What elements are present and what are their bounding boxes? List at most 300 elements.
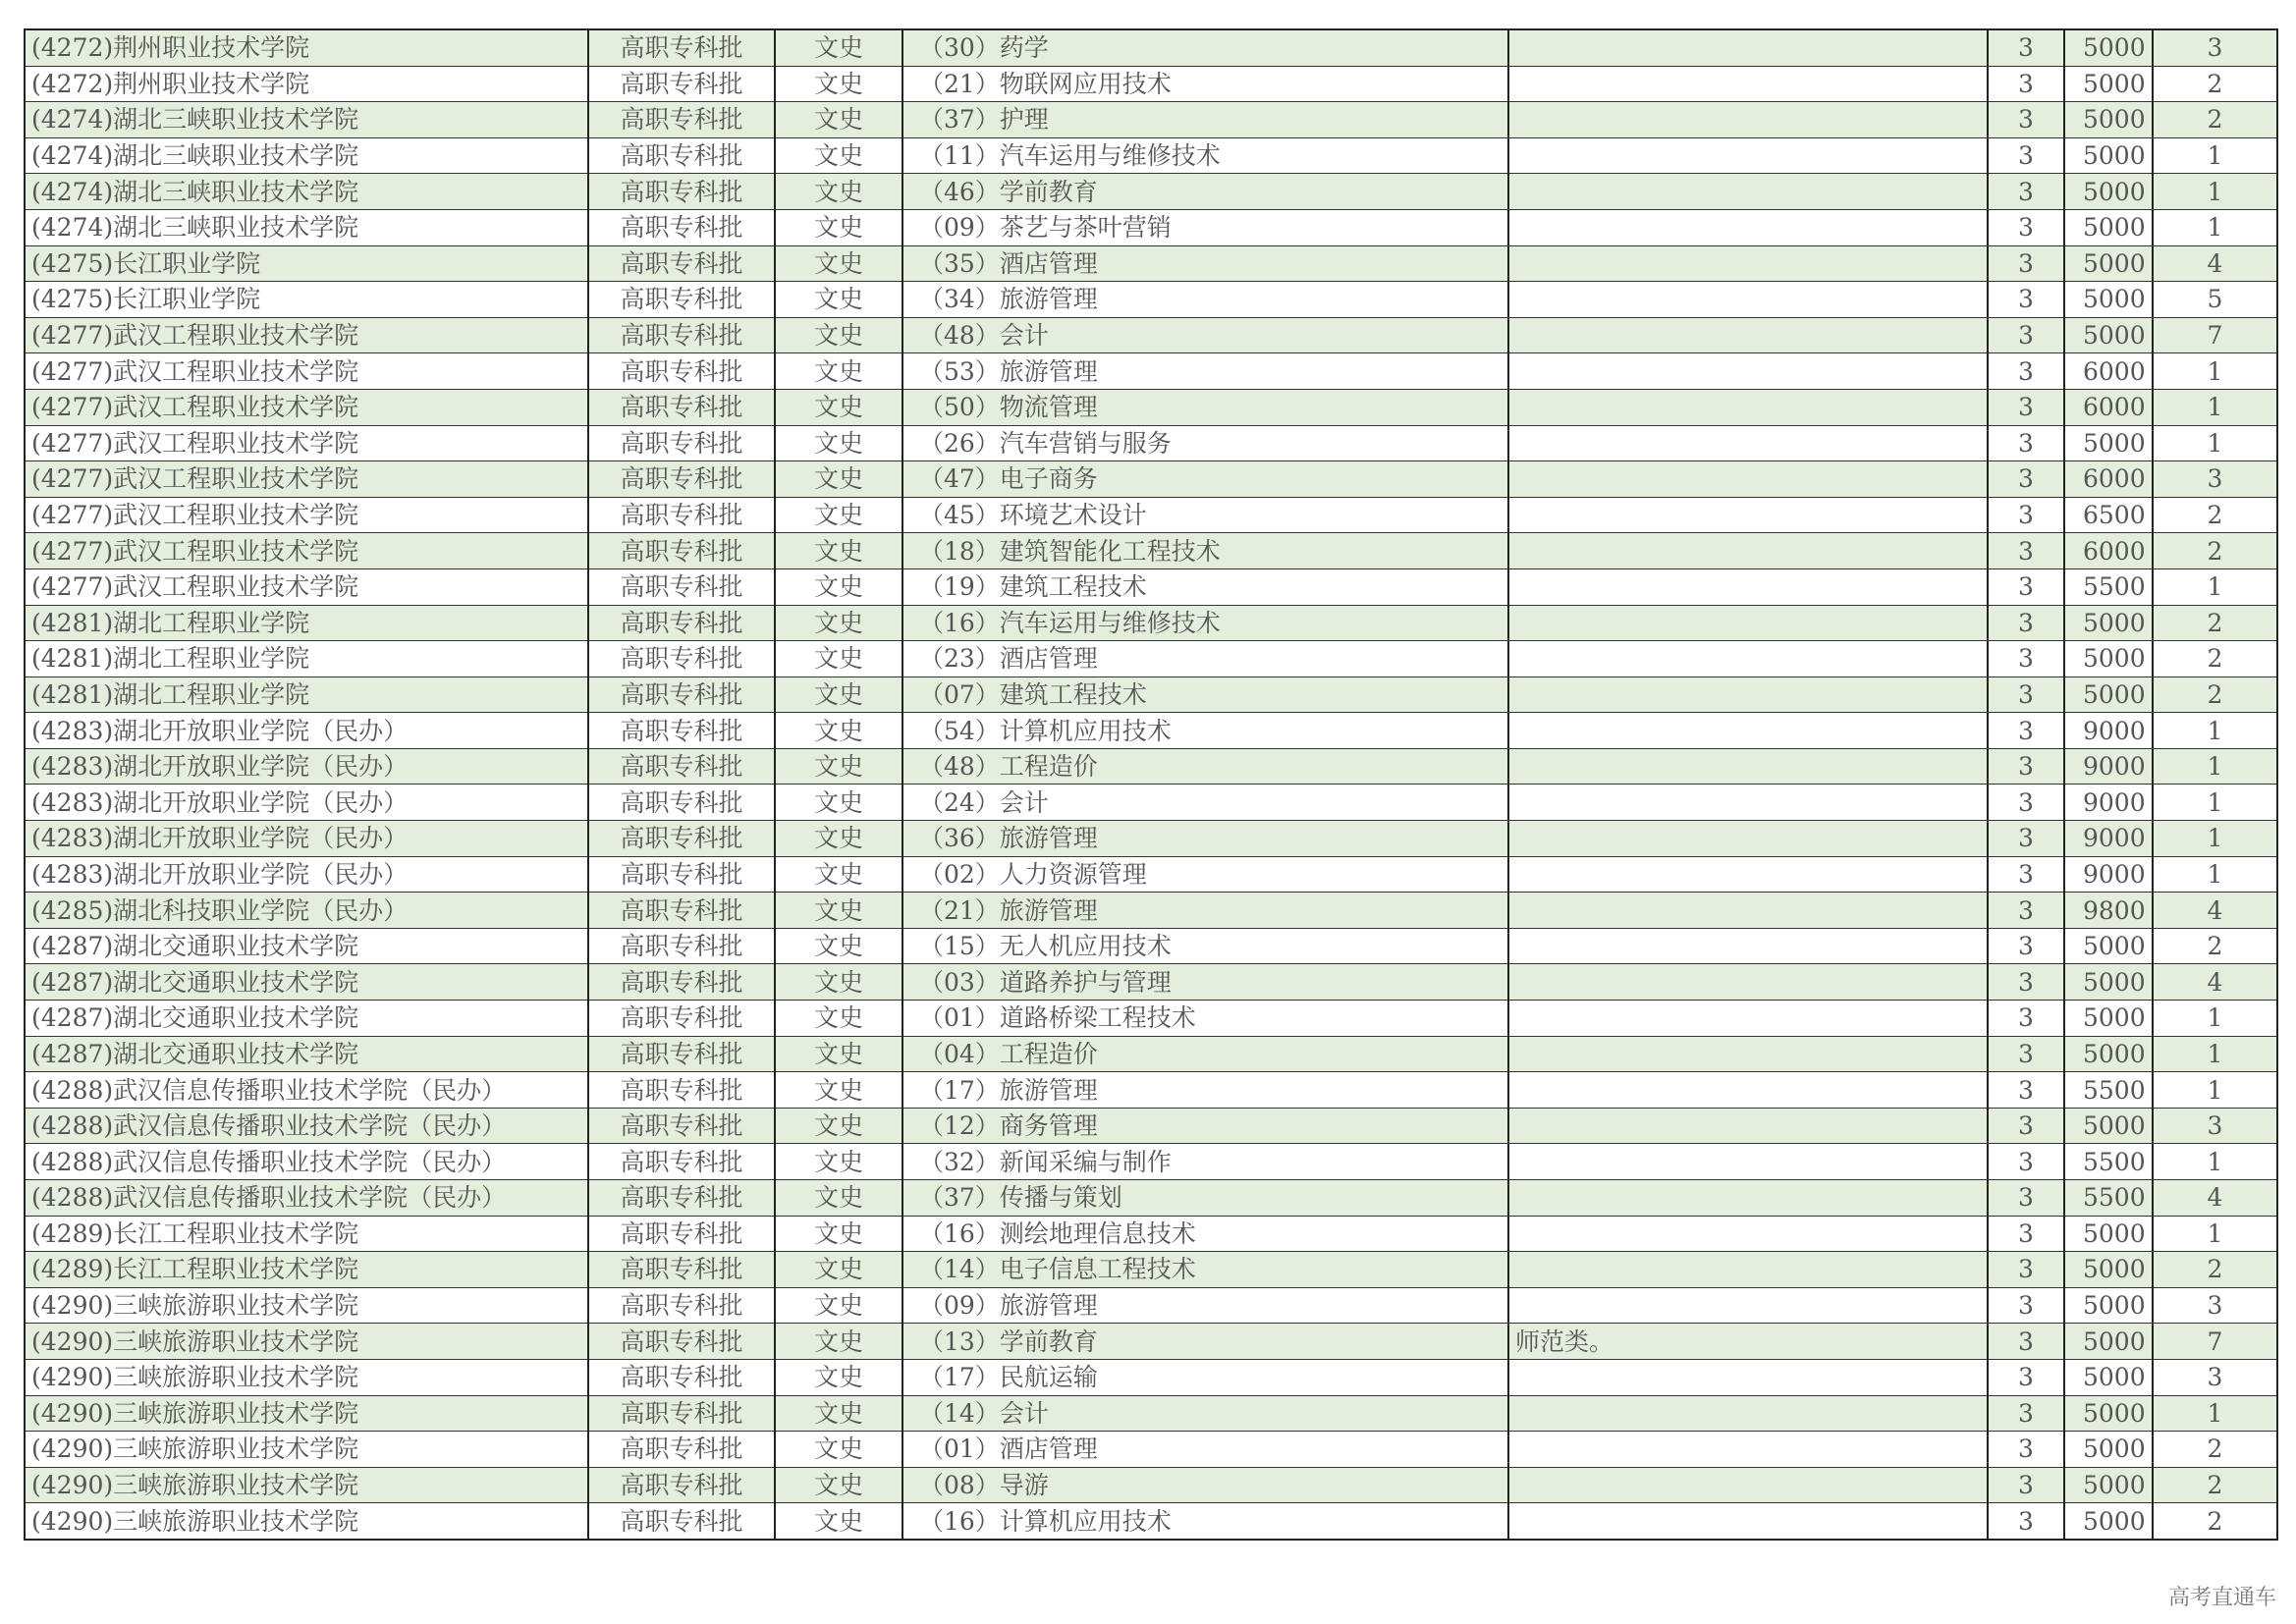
note-cell xyxy=(1508,1287,1988,1324)
note-cell xyxy=(1508,317,1988,353)
major-cell: （19）建筑工程技术 xyxy=(902,568,1508,605)
years-cell: 3 xyxy=(1988,29,2064,66)
batch-cell: 高职专科批 xyxy=(588,677,775,713)
note-cell xyxy=(1508,1072,1988,1109)
table-row xyxy=(25,282,2277,318)
batch-cell: 高职专科批 xyxy=(588,1001,775,1037)
note-cell xyxy=(1508,353,1988,390)
school-cell: (4283)湖北开放职业学院（民办） xyxy=(25,821,588,857)
years-cell: 3 xyxy=(1988,1395,2064,1432)
table-row xyxy=(25,1287,2277,1324)
years-cell: 3 xyxy=(1988,1432,2064,1468)
subject-cell: 文史 xyxy=(775,928,902,964)
fee-cell: 5000 xyxy=(2064,1108,2153,1144)
note-cell xyxy=(1508,964,1988,1001)
major-cell: （37）传播与策划 xyxy=(902,1180,1508,1217)
batch-cell: 高职专科批 xyxy=(588,245,775,282)
subject-cell: 文史 xyxy=(775,713,902,749)
batch-cell: 高职专科批 xyxy=(588,821,775,857)
fee-cell: 5000 xyxy=(2064,1432,2153,1468)
count-cell: 2 xyxy=(2153,497,2277,533)
school-cell: (4281)湖北工程职业学院 xyxy=(25,677,588,713)
subject-cell: 文史 xyxy=(775,748,902,785)
fee-cell: 6000 xyxy=(2064,461,2153,498)
subject-cell: 文史 xyxy=(775,568,902,605)
table-row xyxy=(25,1180,2277,1217)
subject-cell: 文史 xyxy=(775,1467,902,1503)
fee-cell: 5000 xyxy=(2064,137,2153,174)
note-cell xyxy=(1508,785,1988,821)
count-cell: 1 xyxy=(2153,568,2277,605)
school-cell: (4289)长江工程职业技术学院 xyxy=(25,1216,588,1252)
years-cell: 3 xyxy=(1988,174,2064,210)
major-cell: （04）工程造价 xyxy=(902,1036,1508,1072)
batch-cell: 高职专科批 xyxy=(588,713,775,749)
table-row xyxy=(25,137,2277,174)
major-cell: （21）旅游管理 xyxy=(902,893,1508,929)
table-row xyxy=(25,568,2277,605)
table-row xyxy=(25,174,2277,210)
subject-cell: 文史 xyxy=(775,389,902,425)
years-cell: 3 xyxy=(1988,137,2064,174)
school-cell: (4277)武汉工程职业技术学院 xyxy=(25,461,588,498)
subject-cell: 文史 xyxy=(775,102,902,138)
batch-cell: 高职专科批 xyxy=(588,641,775,677)
note-cell xyxy=(1508,928,1988,964)
count-cell: 4 xyxy=(2153,1180,2277,1217)
school-cell: (4277)武汉工程职业技术学院 xyxy=(25,389,588,425)
fee-cell: 5000 xyxy=(2064,641,2153,677)
school-cell: (4277)武汉工程职业技术学院 xyxy=(25,568,588,605)
school-cell: (4281)湖北工程职业学院 xyxy=(25,641,588,677)
table-row xyxy=(25,1001,2277,1037)
note-cell xyxy=(1508,821,1988,857)
major-cell: （36）旅游管理 xyxy=(902,821,1508,857)
fee-cell: 5500 xyxy=(2064,1180,2153,1217)
years-cell: 3 xyxy=(1988,1072,2064,1109)
batch-cell: 高职专科批 xyxy=(588,928,775,964)
major-cell: （12）商务管理 xyxy=(902,1108,1508,1144)
school-cell: (4275)长江职业学院 xyxy=(25,282,588,318)
table-row xyxy=(25,713,2277,749)
school-cell: (4277)武汉工程职业技术学院 xyxy=(25,425,588,461)
batch-cell: 高职专科批 xyxy=(588,425,775,461)
school-cell: (4287)湖北交通职业技术学院 xyxy=(25,964,588,1001)
table-row xyxy=(25,317,2277,353)
school-cell: (4277)武汉工程职业技术学院 xyxy=(25,533,588,569)
years-cell: 3 xyxy=(1988,1252,2064,1288)
table-row xyxy=(25,1503,2277,1540)
major-cell: （11）汽车运用与维修技术 xyxy=(902,137,1508,174)
fee-cell: 5000 xyxy=(2064,1503,2153,1540)
subject-cell: 文史 xyxy=(775,677,902,713)
school-cell: (4287)湖北交通职业技术学院 xyxy=(25,1036,588,1072)
batch-cell: 高职专科批 xyxy=(588,317,775,353)
years-cell: 3 xyxy=(1988,497,2064,533)
years-cell: 3 xyxy=(1988,102,2064,138)
fee-cell: 5000 xyxy=(2064,964,2153,1001)
batch-cell: 高职专科批 xyxy=(588,1359,775,1395)
years-cell: 3 xyxy=(1988,928,2064,964)
note-cell xyxy=(1508,137,1988,174)
note-cell xyxy=(1508,209,1988,245)
fee-cell: 5000 xyxy=(2064,209,2153,245)
count-cell: 2 xyxy=(2153,928,2277,964)
fee-cell: 5000 xyxy=(2064,174,2153,210)
note-cell xyxy=(1508,497,1988,533)
batch-cell: 高职专科批 xyxy=(588,1432,775,1468)
count-cell: 3 xyxy=(2153,1108,2277,1144)
batch-cell: 高职专科批 xyxy=(588,605,775,641)
batch-cell: 高职专科批 xyxy=(588,66,775,102)
count-cell: 3 xyxy=(2153,29,2277,66)
years-cell: 3 xyxy=(1988,1180,2064,1217)
count-cell: 1 xyxy=(2153,425,2277,461)
subject-cell: 文史 xyxy=(775,353,902,390)
note-cell xyxy=(1508,389,1988,425)
school-cell: (4285)湖北科技职业学院（民办） xyxy=(25,893,588,929)
table-row xyxy=(25,1324,2277,1360)
major-cell: （23）酒店管理 xyxy=(902,641,1508,677)
fee-cell: 5500 xyxy=(2064,1072,2153,1109)
count-cell: 2 xyxy=(2153,66,2277,102)
fee-cell: 6000 xyxy=(2064,533,2153,569)
years-cell: 3 xyxy=(1988,1287,2064,1324)
major-cell: （17）民航运输 xyxy=(902,1359,1508,1395)
fee-cell: 9000 xyxy=(2064,748,2153,785)
school-cell: (4288)武汉信息传播职业技术学院（民办） xyxy=(25,1180,588,1217)
school-cell: (4277)武汉工程职业技术学院 xyxy=(25,317,588,353)
note-cell xyxy=(1508,893,1988,929)
major-cell: （01）酒店管理 xyxy=(902,1432,1508,1468)
school-cell: (4272)荆州职业技术学院 xyxy=(25,29,588,66)
admission-plan-table xyxy=(24,28,2278,1541)
table-row xyxy=(25,1359,2277,1395)
table-row xyxy=(25,1395,2277,1432)
note-cell xyxy=(1508,533,1988,569)
note-cell xyxy=(1508,66,1988,102)
table-row xyxy=(25,1216,2277,1252)
fee-cell: 5000 xyxy=(2064,317,2153,353)
table-row xyxy=(25,1252,2277,1288)
batch-cell: 高职专科批 xyxy=(588,209,775,245)
major-cell: （08）导游 xyxy=(902,1467,1508,1503)
count-cell: 1 xyxy=(2153,137,2277,174)
table-row xyxy=(25,1036,2277,1072)
years-cell: 3 xyxy=(1988,821,2064,857)
count-cell: 1 xyxy=(2153,1216,2277,1252)
school-cell: (4281)湖北工程职业学院 xyxy=(25,605,588,641)
count-cell: 2 xyxy=(2153,533,2277,569)
school-cell: (4288)武汉信息传播职业技术学院（民办） xyxy=(25,1108,588,1144)
note-cell xyxy=(1508,748,1988,785)
batch-cell: 高职专科批 xyxy=(588,137,775,174)
major-cell: （07）建筑工程技术 xyxy=(902,677,1508,713)
count-cell: 2 xyxy=(2153,605,2277,641)
school-cell: (4290)三峡旅游职业技术学院 xyxy=(25,1287,588,1324)
count-cell: 5 xyxy=(2153,282,2277,318)
note-cell xyxy=(1508,1503,1988,1540)
fee-cell: 5000 xyxy=(2064,29,2153,66)
years-cell: 3 xyxy=(1988,1108,2064,1144)
major-cell: （01）道路桥梁工程技术 xyxy=(902,1001,1508,1037)
note-cell xyxy=(1508,677,1988,713)
batch-cell: 高职专科批 xyxy=(588,1180,775,1217)
years-cell: 3 xyxy=(1988,677,2064,713)
note-cell xyxy=(1508,1001,1988,1037)
fee-cell: 5000 xyxy=(2064,1287,2153,1324)
years-cell: 3 xyxy=(1988,1144,2064,1180)
batch-cell: 高职专科批 xyxy=(588,1287,775,1324)
major-cell: （47）电子商务 xyxy=(902,461,1508,498)
table-row xyxy=(25,893,2277,929)
fee-cell: 5000 xyxy=(2064,66,2153,102)
major-cell: （14）电子信息工程技术 xyxy=(902,1252,1508,1288)
note-cell xyxy=(1508,1395,1988,1432)
school-cell: (4290)三峡旅游职业技术学院 xyxy=(25,1503,588,1540)
school-cell: (4290)三峡旅游职业技术学院 xyxy=(25,1324,588,1360)
table-row xyxy=(25,928,2277,964)
batch-cell: 高职专科批 xyxy=(588,893,775,929)
table-row xyxy=(25,641,2277,677)
note-cell xyxy=(1508,568,1988,605)
note-cell xyxy=(1508,1359,1988,1395)
table-row xyxy=(25,1144,2277,1180)
major-cell: （50）物流管理 xyxy=(902,389,1508,425)
subject-cell: 文史 xyxy=(775,964,902,1001)
major-cell: （16）测绘地理信息技术 xyxy=(902,1216,1508,1252)
table-row xyxy=(25,66,2277,102)
batch-cell: 高职专科批 xyxy=(588,1216,775,1252)
batch-cell: 高职专科批 xyxy=(588,461,775,498)
school-cell: (4283)湖北开放职业学院（民办） xyxy=(25,748,588,785)
batch-cell: 高职专科批 xyxy=(588,497,775,533)
major-cell: （15）无人机应用技术 xyxy=(902,928,1508,964)
major-cell: （48）会计 xyxy=(902,317,1508,353)
batch-cell: 高职专科批 xyxy=(588,353,775,390)
fee-cell: 9000 xyxy=(2064,856,2153,893)
count-cell: 2 xyxy=(2153,677,2277,713)
count-cell: 1 xyxy=(2153,1036,2277,1072)
major-cell: （54）计算机应用技术 xyxy=(902,713,1508,749)
fee-cell: 5000 xyxy=(2064,1324,2153,1360)
batch-cell: 高职专科批 xyxy=(588,102,775,138)
school-cell: (4274)湖北三峡职业技术学院 xyxy=(25,209,588,245)
years-cell: 3 xyxy=(1988,209,2064,245)
subject-cell: 文史 xyxy=(775,856,902,893)
count-cell: 1 xyxy=(2153,785,2277,821)
batch-cell: 高职专科批 xyxy=(588,174,775,210)
note-cell xyxy=(1508,282,1988,318)
school-cell: (4275)长江职业学院 xyxy=(25,245,588,282)
count-cell: 3 xyxy=(2153,461,2277,498)
years-cell: 3 xyxy=(1988,66,2064,102)
fee-cell: 5000 xyxy=(2064,1252,2153,1288)
fee-cell: 5500 xyxy=(2064,1144,2153,1180)
major-cell: （35）酒店管理 xyxy=(902,245,1508,282)
count-cell: 2 xyxy=(2153,1467,2277,1503)
note-cell xyxy=(1508,713,1988,749)
table-row xyxy=(25,497,2277,533)
batch-cell: 高职专科批 xyxy=(588,1324,775,1360)
count-cell: 3 xyxy=(2153,1359,2277,1395)
school-cell: (4288)武汉信息传播职业技术学院（民办） xyxy=(25,1072,588,1109)
note-cell xyxy=(1508,641,1988,677)
school-cell: (4290)三峡旅游职业技术学院 xyxy=(25,1467,588,1503)
subject-cell: 文史 xyxy=(775,425,902,461)
subject-cell: 文史 xyxy=(775,497,902,533)
major-cell: （16）汽车运用与维修技术 xyxy=(902,605,1508,641)
count-cell: 1 xyxy=(2153,713,2277,749)
school-cell: (4290)三峡旅游职业技术学院 xyxy=(25,1395,588,1432)
batch-cell: 高职专科批 xyxy=(588,1108,775,1144)
major-cell: （14）会计 xyxy=(902,1395,1508,1432)
years-cell: 3 xyxy=(1988,1324,2064,1360)
fee-cell: 9000 xyxy=(2064,821,2153,857)
subject-cell: 文史 xyxy=(775,1324,902,1360)
table-row xyxy=(25,677,2277,713)
major-cell: （18）建筑智能化工程技术 xyxy=(902,533,1508,569)
count-cell: 1 xyxy=(2153,1072,2277,1109)
count-cell: 7 xyxy=(2153,1324,2277,1360)
years-cell: 3 xyxy=(1988,641,2064,677)
count-cell: 1 xyxy=(2153,1395,2277,1432)
school-cell: (4283)湖北开放职业学院（民办） xyxy=(25,856,588,893)
fee-cell: 5000 xyxy=(2064,1359,2153,1395)
table-row xyxy=(25,461,2277,498)
watermark-text: 高考直通车 xyxy=(2167,1586,2276,1610)
batch-cell: 高职专科批 xyxy=(588,1503,775,1540)
fee-cell: 9000 xyxy=(2064,785,2153,821)
table-row xyxy=(25,245,2277,282)
count-cell: 1 xyxy=(2153,1001,2277,1037)
note-cell: 师范类。 xyxy=(1508,1324,1988,1360)
fee-cell: 5000 xyxy=(2064,1036,2153,1072)
major-cell: （24）会计 xyxy=(902,785,1508,821)
major-cell: （03）道路养护与管理 xyxy=(902,964,1508,1001)
subject-cell: 文史 xyxy=(775,245,902,282)
batch-cell: 高职专科批 xyxy=(588,1252,775,1288)
major-cell: （26）汽车营销与服务 xyxy=(902,425,1508,461)
subject-cell: 文史 xyxy=(775,1503,902,1540)
batch-cell: 高职专科批 xyxy=(588,282,775,318)
batch-cell: 高职专科批 xyxy=(588,1072,775,1109)
subject-cell: 文史 xyxy=(775,821,902,857)
table-row xyxy=(25,533,2277,569)
subject-cell: 文史 xyxy=(775,137,902,174)
note-cell xyxy=(1508,856,1988,893)
note-cell xyxy=(1508,1216,1988,1252)
batch-cell: 高职专科批 xyxy=(588,533,775,569)
table-row xyxy=(25,1108,2277,1144)
subject-cell: 文史 xyxy=(775,1252,902,1288)
years-cell: 3 xyxy=(1988,1036,2064,1072)
fee-cell: 5000 xyxy=(2064,605,2153,641)
subject-cell: 文史 xyxy=(775,1359,902,1395)
subject-cell: 文史 xyxy=(775,66,902,102)
years-cell: 3 xyxy=(1988,893,2064,929)
subject-cell: 文史 xyxy=(775,282,902,318)
fee-cell: 5000 xyxy=(2064,425,2153,461)
subject-cell: 文史 xyxy=(775,1108,902,1144)
major-cell: （46）学前教育 xyxy=(902,174,1508,210)
fee-cell: 5000 xyxy=(2064,1216,2153,1252)
fee-cell: 5000 xyxy=(2064,282,2153,318)
school-cell: (4274)湖北三峡职业技术学院 xyxy=(25,174,588,210)
subject-cell: 文史 xyxy=(775,641,902,677)
note-cell xyxy=(1508,29,1988,66)
major-cell: （09）茶艺与茶叶营销 xyxy=(902,209,1508,245)
school-cell: (4288)武汉信息传播职业技术学院（民办） xyxy=(25,1144,588,1180)
years-cell: 3 xyxy=(1988,748,2064,785)
school-cell: (4287)湖北交通职业技术学院 xyxy=(25,928,588,964)
subject-cell: 文史 xyxy=(775,893,902,929)
batch-cell: 高职专科批 xyxy=(588,1467,775,1503)
school-cell: (4290)三峡旅游职业技术学院 xyxy=(25,1359,588,1395)
years-cell: 3 xyxy=(1988,425,2064,461)
years-cell: 3 xyxy=(1988,785,2064,821)
years-cell: 3 xyxy=(1988,856,2064,893)
years-cell: 3 xyxy=(1988,282,2064,318)
note-cell xyxy=(1508,1467,1988,1503)
table-row xyxy=(25,785,2277,821)
major-cell: （16）计算机应用技术 xyxy=(902,1503,1508,1540)
table-row xyxy=(25,856,2277,893)
fee-cell: 6000 xyxy=(2064,353,2153,390)
batch-cell: 高职专科批 xyxy=(588,29,775,66)
major-cell: （48）工程造价 xyxy=(902,748,1508,785)
subject-cell: 文史 xyxy=(775,1036,902,1072)
major-cell: （45）环境艺术设计 xyxy=(902,497,1508,533)
fee-cell: 5000 xyxy=(2064,1467,2153,1503)
table-row xyxy=(25,748,2277,785)
note-cell xyxy=(1508,1432,1988,1468)
years-cell: 3 xyxy=(1988,605,2064,641)
note-cell xyxy=(1508,461,1988,498)
table-row xyxy=(25,102,2277,138)
fee-cell: 9800 xyxy=(2064,893,2153,929)
table-row xyxy=(25,353,2277,390)
subject-cell: 文史 xyxy=(775,1287,902,1324)
count-cell: 4 xyxy=(2153,964,2277,1001)
major-cell: （32）新闻采编与制作 xyxy=(902,1144,1508,1180)
note-cell xyxy=(1508,425,1988,461)
note-cell xyxy=(1508,1036,1988,1072)
fee-cell: 5000 xyxy=(2064,677,2153,713)
school-cell: (4287)湖北交通职业技术学院 xyxy=(25,1001,588,1037)
fee-cell: 6500 xyxy=(2064,497,2153,533)
years-cell: 3 xyxy=(1988,317,2064,353)
note-cell xyxy=(1508,1108,1988,1144)
note-cell xyxy=(1508,245,1988,282)
batch-cell: 高职专科批 xyxy=(588,568,775,605)
table-row xyxy=(25,605,2277,641)
school-cell: (4277)武汉工程职业技术学院 xyxy=(25,353,588,390)
years-cell: 3 xyxy=(1988,389,2064,425)
note-cell xyxy=(1508,1252,1988,1288)
subject-cell: 文史 xyxy=(775,174,902,210)
years-cell: 3 xyxy=(1988,353,2064,390)
subject-cell: 文史 xyxy=(775,29,902,66)
major-cell: （30）药学 xyxy=(902,29,1508,66)
major-cell: （13）学前教育 xyxy=(902,1324,1508,1360)
batch-cell: 高职专科批 xyxy=(588,1144,775,1180)
count-cell: 2 xyxy=(2153,1432,2277,1468)
count-cell: 2 xyxy=(2153,1252,2277,1288)
count-cell: 1 xyxy=(2153,856,2277,893)
school-cell: (4277)武汉工程职业技术学院 xyxy=(25,497,588,533)
major-cell: （53）旅游管理 xyxy=(902,353,1508,390)
